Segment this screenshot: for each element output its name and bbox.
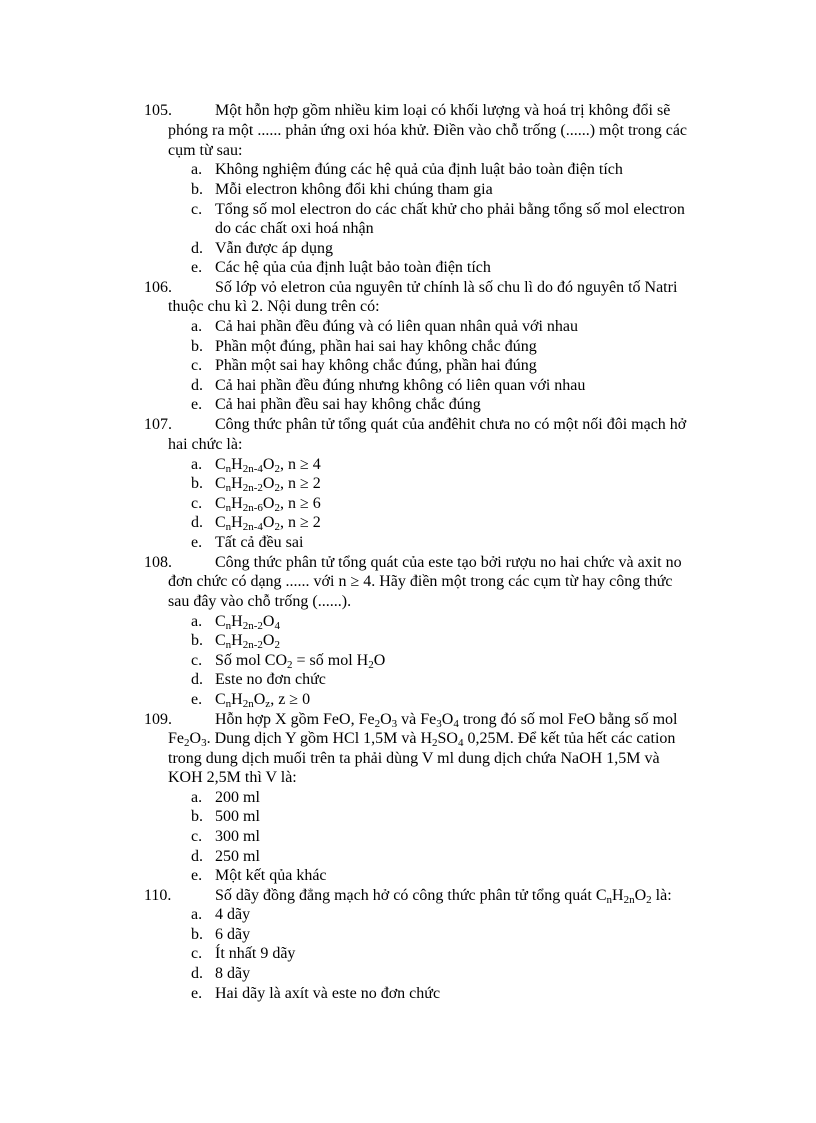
option-text: 250 ml — [215, 848, 260, 865]
option-formula: $C_nH_{2n-4}O_2$, n ≥ 4 — [215, 456, 321, 475]
option-letter: b. — [191, 632, 203, 649]
question-number: 108. — [144, 554, 172, 571]
question-text: trong dung dịch muối trên ta phải dùng V ml dung dịch chứa NaOH 1,5M và — [168, 750, 660, 767]
option-letter: e. — [191, 259, 203, 276]
option-letter: b. — [191, 338, 203, 355]
option-letter: d. — [191, 965, 203, 982]
question-text: hai chức là: — [168, 436, 243, 453]
option-letter: e. — [191, 691, 203, 708]
option-formula: Số mol $CO_2$ = số mol $H_2O$ — [215, 652, 386, 671]
option-text: 200 ml — [215, 789, 260, 806]
option-formula: $C_nH_{2n-6}O_2$, n ≥ 6 — [215, 495, 321, 514]
option-text: Các hệ qủa của định luật bảo toàn điện tích — [215, 259, 491, 276]
option-letter: a. — [191, 613, 203, 630]
option-letter: c. — [191, 945, 203, 962]
question-number: 105. — [144, 102, 172, 119]
option-letter: b. — [191, 926, 203, 943]
question-text: thuộc chu kì 2. Nội dung trên có: — [168, 298, 380, 315]
question-text: KOH 2,5M thì V là: — [168, 769, 297, 786]
option-text: Ít nhất 9 dãy — [215, 945, 296, 962]
option-letter: e. — [191, 396, 203, 413]
option-text: 6 dãy — [215, 926, 251, 943]
question-text: $Fe_2O_3$. Dung dịch Y gồm HCl 1,5M và $H_2SO_4$ 0,25M. Để kết tủa hết các cation — [168, 730, 676, 749]
option-letter: e. — [191, 867, 203, 884]
question-number: 110. — [144, 887, 172, 904]
option-text: Mỗi electron không đổi khi chúng tham gia — [215, 181, 493, 198]
question-text: Hỗn hợp X gồm FeO, $Fe_2O_3$ và $Fe_3O_4$ trong đó số mol FeO bằng số mol — [215, 711, 678, 730]
option-letter: c. — [191, 201, 203, 218]
option-letter: d. — [191, 240, 203, 257]
question-number: 109. — [144, 711, 172, 728]
question-text: Một hỗn hợp gồm nhiều kim loại có khối lượng và hoá trị không đổi sẽ — [215, 102, 671, 119]
question-text: Số lớp vỏ eletron của nguyên tử chính là số chu lì do đó nguyên tố Natri — [215, 279, 678, 296]
option-text: Phần một đúng, phần hai sai hay không chắc đúng — [215, 338, 537, 355]
option-letter: d. — [191, 848, 203, 865]
option-letter: b. — [191, 475, 203, 492]
option-text: Tổng số mol electron do các chất khử cho phải bằng tổng số mol electron — [215, 201, 685, 218]
option-letter: e. — [191, 534, 203, 551]
option-text: Cả hai phần đều đúng nhưng không có liên quan với nhau — [215, 377, 586, 394]
option-text: 500 ml — [215, 808, 260, 825]
option-text: do các chất oxi hoá nhận — [215, 220, 374, 237]
question-text: sau đây vào chỗ trống (......). — [168, 593, 352, 610]
option-letter: a. — [191, 906, 203, 923]
option-letter: d. — [191, 671, 203, 688]
option-text: Phần một sai hay không chắc đúng, phần hai đúng — [215, 357, 537, 374]
option-text: Cả hai phần đều đúng và có liên quan nhân quả với nhau — [215, 318, 579, 335]
option-letter: b. — [191, 181, 203, 198]
option-letter: a. — [191, 456, 203, 473]
option-text: Hai dãy là axít và este no đơn chức — [215, 985, 441, 1002]
option-letter: a. — [191, 161, 203, 178]
option-letter: c. — [191, 828, 203, 845]
option-letter: d. — [191, 377, 203, 394]
option-formula: $C_nH_{2n-4}O_2$, n ≥ 2 — [215, 514, 321, 533]
option-letter: d. — [191, 514, 203, 531]
option-text: Tất cả đều sai — [215, 534, 304, 551]
question-text: phóng ra một ...... phản ứng oxi hóa khử. Điền vào chỗ trống (......) một trong các — [168, 122, 688, 139]
option-formula: $C_nH_{2n-2}O_2$ — [215, 632, 280, 651]
option-text: Một kết qủa khác — [215, 867, 327, 884]
option-text: 8 dãy — [215, 965, 251, 982]
option-text: Không nghiệm đúng các hệ quả của định luật bảo toàn điện tích — [215, 161, 623, 178]
option-letter: e. — [191, 985, 203, 1002]
option-letter: c. — [191, 357, 203, 374]
option-formula: $C_nH_{2n-2}O_2$, n ≥ 2 — [215, 475, 321, 494]
option-text: Este no đơn chức — [215, 671, 326, 688]
option-text: Vẫn được áp dụng — [215, 240, 333, 257]
option-letter: c. — [191, 652, 203, 669]
question-text: cụm từ sau: — [168, 142, 243, 159]
question-text: Số dãy đồng đẳng mạch hở có công thức phân tử tổng quát $C_nH_{2n}O_2$ là: — [215, 887, 672, 906]
question-text: Công thức phân tử tổng quát của este tạo bởi rượu no hai chức và axit no — [215, 554, 682, 571]
option-text: Cả hai phần đều sai hay không chắc đúng — [215, 396, 481, 413]
option-letter: c. — [191, 495, 203, 512]
question-number: 107. — [144, 416, 172, 433]
option-letter: a. — [191, 318, 203, 335]
question-number: 106. — [144, 279, 172, 296]
option-text: 300 ml — [215, 828, 260, 845]
question-text: đơn chức có dạng ...... với n ≥ 4. Hãy điền một trong các cụm từ hay công thức — [168, 573, 673, 590]
option-text: 4 dãy — [215, 906, 251, 923]
question-text: Công thức phân tử tổng quát của anđêhit chưa no có một nối đôi mạch hở — [215, 416, 687, 433]
option-letter: b. — [191, 808, 203, 825]
option-formula: $C_nH_{2n}O_z$, z ≥ 0 — [215, 691, 311, 710]
option-formula: $C_nH_{2n-2}O_4$ — [215, 613, 280, 632]
option-letter: a. — [191, 789, 203, 806]
